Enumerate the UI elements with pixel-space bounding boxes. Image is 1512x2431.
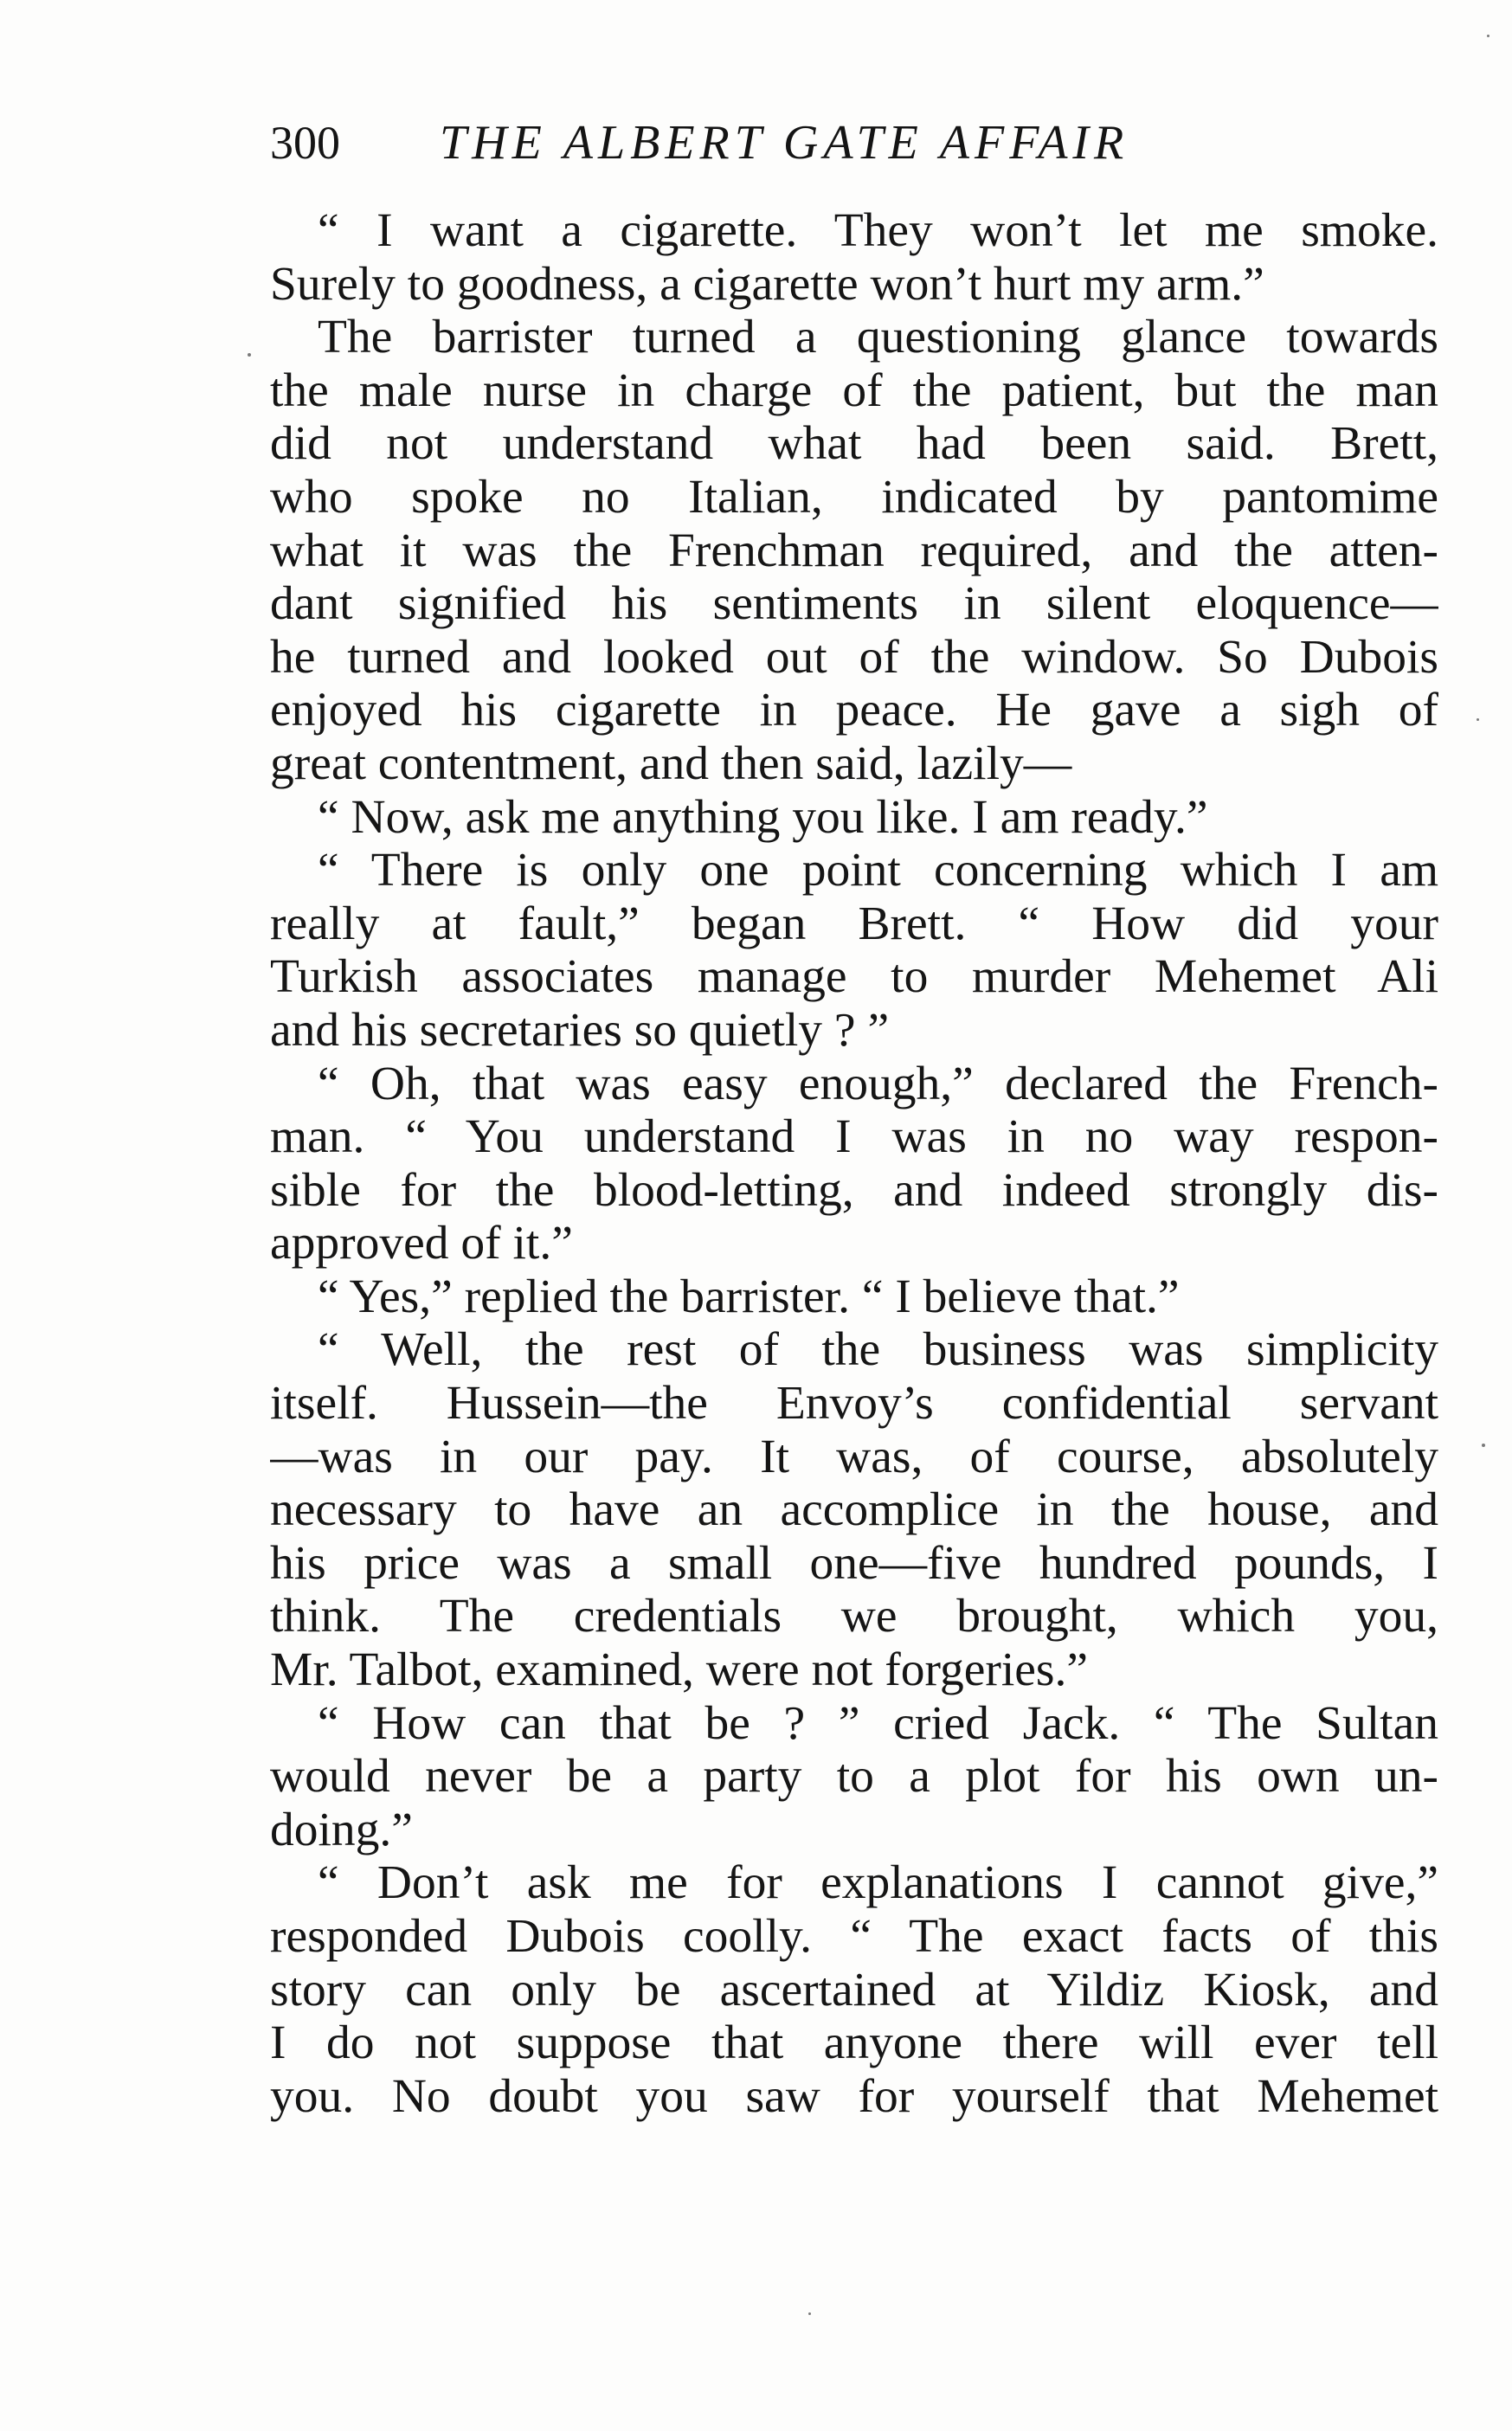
paper-speck (248, 353, 251, 357)
text-line: Mr. Talbot, examined, were not forgeries.” (270, 1643, 1088, 1697)
text-line: and his secretaries so quietly ? ” (270, 1003, 890, 1057)
text-line: he turned and looked out of the window. So Dubois (270, 630, 1438, 684)
paper-speck (1482, 1444, 1485, 1447)
text-line: necessary to have an accomplice in the house, and (270, 1483, 1438, 1537)
running-title: THE ALBERT GATE AFFAIR (440, 116, 1129, 170)
text-line: dant signified his sentiments in silent eloquence— (270, 577, 1438, 631)
text-line: “ There is only one point concerning which I am (318, 844, 1438, 897)
text-line: “ Well, the rest of the business was simplicity (318, 1323, 1438, 1377)
text-line: really at fault,” began Brett. “ How did your (270, 897, 1438, 950)
text-line: approved of it.” (270, 1217, 573, 1270)
text-line: story can only be ascertained at Yildiz Kiosk, and (270, 1963, 1438, 2016)
text-line: itself. Hussein—the Envoy’s confidential servant (270, 1377, 1438, 1431)
paper-speck (1487, 35, 1489, 37)
text-line: doing.” (270, 1803, 413, 1856)
text-line: who spoke no Italian, indicated by pantomime (270, 470, 1438, 524)
text-line: The barrister turned a questioning glance towards (318, 311, 1438, 364)
page-number: 300 (270, 117, 340, 169)
text-line: “ Yes,” replied the barrister. “ I believe that.” (318, 1270, 1180, 1323)
text-line: Surely to goodness, a cigarette won’t hurt my arm.” (270, 257, 1264, 311)
text-line: responded Dubois coolly. “ The exact facts of this (270, 1910, 1438, 1963)
text-line: enjoyed his cigarette in peace. He gave a sigh of (270, 684, 1438, 737)
text-line: man. “ You understand I was in no way respon- (270, 1110, 1438, 1164)
text-line: think. The credentials we brought, which you, (270, 1590, 1438, 1643)
text-line: “ Now, ask me anything you like. I am ready.” (318, 790, 1208, 844)
text-line: “ How can that be ? ” cried Jack. “ The Sultan (318, 1696, 1438, 1750)
text-line: his price was a small one—five hundred pounds, I (270, 1536, 1438, 1590)
text-line: did not understand what had been said. Brett, (270, 417, 1438, 471)
text-line: I do not suppose that anyone there will ever tell (270, 2016, 1438, 2070)
text-line: sible for the blood-letting, and indeed strongly dis- (270, 1163, 1438, 1217)
text-line: the male nurse in charge of the patient, but the man (270, 363, 1438, 417)
body-text (270, 204, 1438, 2123)
paper-speck (1477, 718, 1479, 721)
text-line: Turkish associates manage to murder Mehemet Ali (270, 950, 1438, 1004)
page-header (270, 113, 1438, 173)
text-line: would never be a party to a plot for his own un- (270, 1750, 1438, 1804)
text-line: what it was the Frenchman required, and the atten- (270, 524, 1438, 577)
text-line: “ Oh, that was easy enough,” declared the French- (318, 1057, 1438, 1110)
text-line: great contentment, and then said, lazily— (270, 736, 1072, 790)
text-line: “ I want a cigarette. They won’t let me smoke. (318, 204, 1438, 257)
text-line: you. No doubt you saw for yourself that Mehemet (270, 2069, 1438, 2123)
paper-speck (808, 2312, 811, 2315)
text-line: “ Don’t ask me for explanations I cannot give,” (318, 1856, 1438, 1910)
text-line: —was in our pay. It was, of course, absolutely (270, 1430, 1438, 1483)
